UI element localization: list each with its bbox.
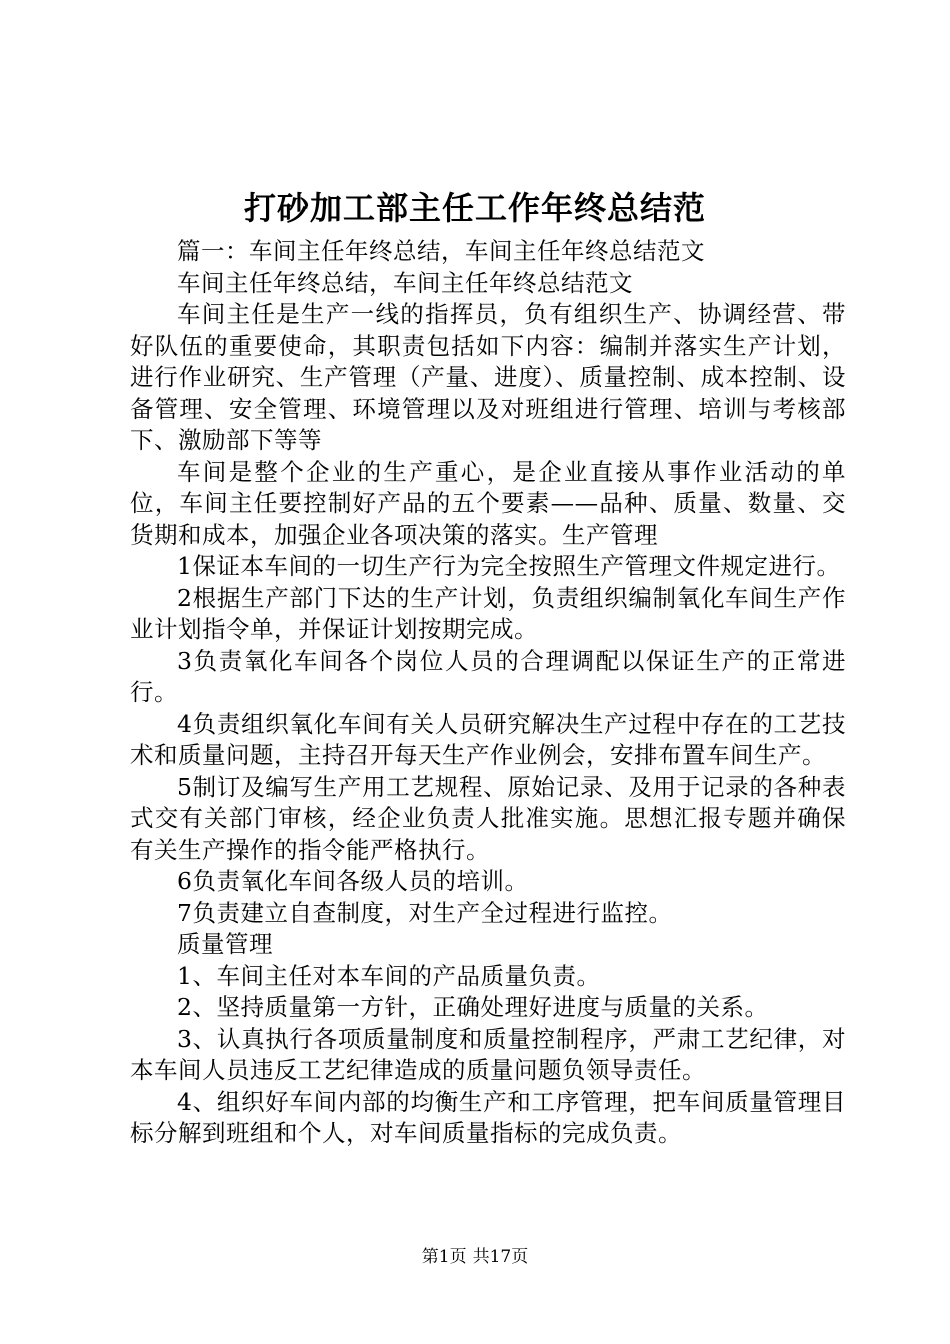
paragraph: 6负责氧化车间各级人员的培训。: [177, 867, 529, 895]
document-title: 打砂加工部主任工作年终总结范: [243, 189, 706, 227]
paragraph: 5制订及编写生产用工艺规程、原始记录、及用于记录的各种表式交有关部门审核，经企业负责人批准实施。思想汇报专题并确保有关生产操作的指令能严格执行。: [130, 772, 846, 864]
paragraph: 车间是整个企业的生产重心，是企业直接从事作业活动的单位，车间主任要控制好产品的五个要素——品种、质量、数量、交货期和成本，加强企业各项决策的落实。生产管理: [130, 457, 846, 549]
paragraph: 7负责建立自查制度，对生产全过程进行监控。: [177, 898, 673, 927]
page-total: 共17页: [472, 1247, 529, 1267]
paragraph: 4负责组织氧化车间有关人员研究解决生产过程中存在的工艺技术和质量问题，主持召开每天生产作业例会，安排布置车间生产。: [130, 709, 846, 769]
paragraph: 3、认真执行各项质量制度和质量控制程序，严肃工艺纪律，对本车间人员违反工艺纪律造成的质量问题负领导责任。: [130, 1024, 846, 1084]
paragraph: 4、组织好车间内部的均衡生产和工序管理，把车间质量管理目标分解到班组和个人，对车间质量指标的完成负责。: [130, 1087, 846, 1147]
paragraph: 2根据生产部门下达的生产计划，负责组织编制氧化车间生产作业计划指令单，并保证计划按期完成。: [130, 583, 846, 643]
paragraph: 篇一：车间主任年终总结，车间主任年终总结范文: [177, 237, 705, 265]
page-footer: [0, 1246, 950, 1268]
section-heading: 质量管理: [177, 930, 273, 958]
paragraph: 3负责氧化车间各个岗位人员的合理调配以保证生产的正常进行。: [130, 646, 846, 706]
paragraph: 1、车间主任对本车间的产品质量负责。: [177, 961, 601, 990]
paragraph: 车间主任年终总结，车间主任年终总结范文: [177, 268, 633, 297]
paragraph: 2、坚持质量第一方针，正确处理好进度与质量的关系。: [177, 993, 769, 1021]
paragraph: 1保证本车间的一切生产行为完全按照生产管理文件规定进行。: [177, 552, 841, 580]
page-number: 第1页: [421, 1247, 467, 1267]
document-body: [130, 236, 846, 1150]
paragraph: 车间主任是生产一线的指挥员，负有组织生产、协调经营、带好队伍的重要使命，其职责包括如下内容：编制并落实生产计划，进行作业研究、生产管理（产量、进度）、质量控制、成本控制、设备管理、安全管理、环境管理以及对班组进行管理、培训与考核部下、激励部下等等: [130, 300, 846, 454]
